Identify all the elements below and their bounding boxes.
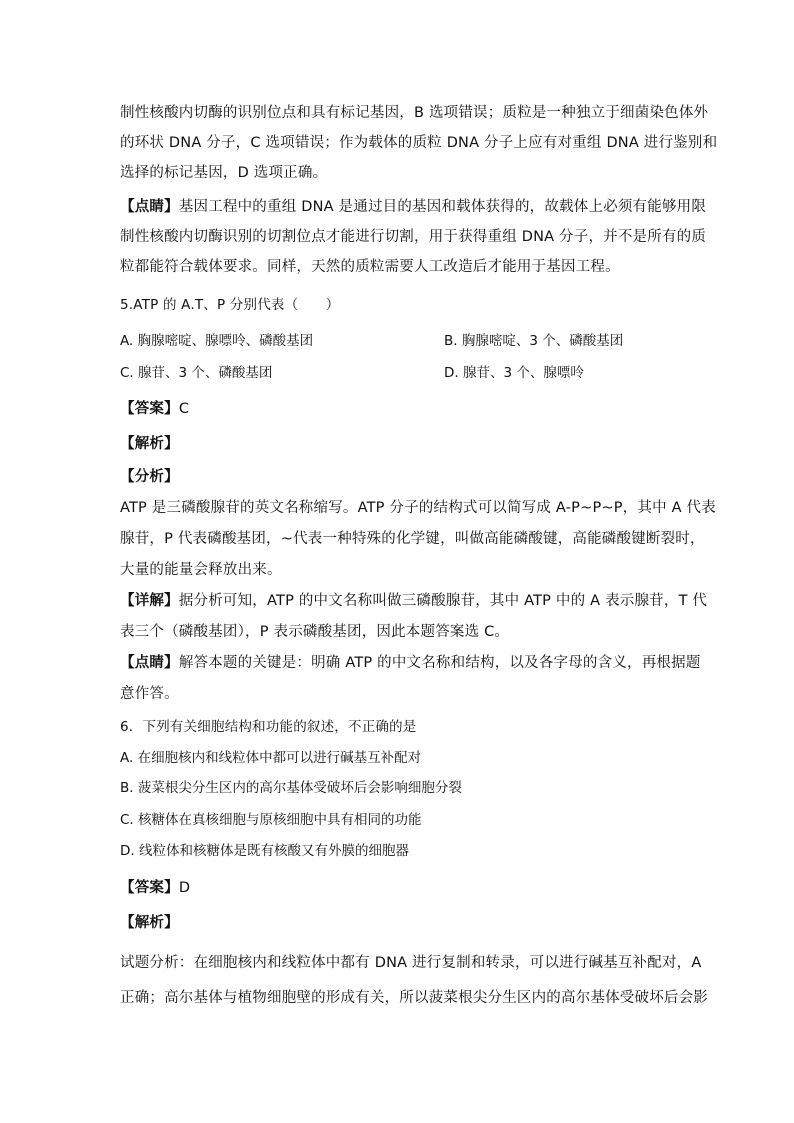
dianjing-label: 【点睛】	[120, 655, 179, 671]
q5-answer	[120, 399, 189, 419]
q5-option-a: A. 胸腺嘧啶、腺嘌呤、磷酸基团	[120, 333, 314, 349]
dianjing-text: 基因工程中的重组 DNA 是通过目的基因和载体获得的，故载体上必须有能够用限	[178, 199, 707, 215]
analysis-line: 试题分析：在细胞核内和线粒体中都有 DNA 进行复制和转录，可以进行碱基互补配对，A	[120, 955, 702, 971]
detail-text: 据分析可知，ATP 的中文名称叫做三磷酸腺苷，其中 ATP 中的 A 表示腺苷，T 代	[178, 593, 708, 609]
jiexi-label: 【解析】	[120, 436, 179, 452]
analysis-line: 大量的能量会释放出来。	[120, 562, 282, 578]
dianjing-label: 【点睛】	[120, 199, 179, 215]
detail-label: 【详解】	[120, 593, 179, 609]
q5-jiexi-label	[120, 434, 179, 454]
analysis-line: 腺苷，P 代表磷酸基团，~代表一种特殊的化学键，叫做高能磷酸键，高能磷酸键断裂时，	[120, 531, 705, 547]
jiexi-label: 【解析】	[120, 915, 179, 931]
question-5-stem: 5.ATP 的 A.T、P 分别代表（ ）	[120, 297, 340, 313]
q6-option-a: A. 在细胞核内和线粒体中都可以进行碱基互补配对	[120, 750, 422, 766]
fenxi-label: 【分析】	[120, 469, 179, 485]
q6-answer	[120, 878, 190, 898]
analysis-line: 正确；高尔基体与植物细胞壁的形成有关，所以菠菜根尖分生区内的高尔基体受破坏后会影	[120, 990, 708, 1006]
dianjing-line: 制性核酸内切酶识别的切割位点才能进行切割，用于获得重组 DNA 分子，并不是所有的质	[120, 229, 707, 245]
q6-option-c: C. 核糖体在真核细胞与原核细胞中具有相同的功能	[120, 812, 422, 828]
dianjing-line	[120, 197, 706, 217]
paragraph-line: 的环状 DNA 分子，C 选项错误；作为载体的质粒 DNA 分子上应有对重组 DNA 进行鉴别和	[120, 135, 718, 151]
dianjing-line: 粒都能符合载体要求。同样，天然的质粒需要人工改造后才能用于基因工程。	[120, 259, 620, 275]
paragraph-line: 选择的标记基因，D 选项正确。	[120, 165, 328, 181]
analysis-line: ATP 是三磷酸腺苷的英文名称缩写。ATP 分子的结构式可以简写成 A-P~P~P，其中 A 代表	[120, 500, 716, 516]
answer-value: D	[178, 880, 191, 896]
dianjing-text: 解答本题的关键是：明确 ATP 的中文名称和结构，以及各字母的含义，再根据题	[178, 655, 701, 671]
q5-option-c: C. 腺苷、3 个、磷酸基团	[120, 365, 273, 381]
q6-option-d: D. 线粒体和核糖体是既有核酸又有外膜的细胞器	[120, 843, 409, 859]
dianjing-line: 意作答。	[120, 686, 179, 702]
question-6-stem: 6．下列有关细胞结构和功能的叙述，不正确的是	[120, 719, 417, 735]
answer-value: C	[178, 401, 190, 417]
q6-option-b: B. 菠菜根尖分生区内的高尔基体受破坏后会影响细胞分裂	[120, 780, 462, 796]
answer-label: 【答案】	[120, 880, 179, 896]
detail-line	[120, 591, 707, 611]
q5-fenxi-label	[120, 467, 179, 487]
q5-option-b: B. 胸腺嘧啶、3 个、磷酸基团	[444, 333, 624, 349]
detail-line: 表三个（磷酸基团），P 表示磷酸基团，因此本题答案选 C。	[120, 624, 510, 640]
dianjing-line	[120, 653, 701, 673]
paragraph-line: 制性核酸内切酶的识别位点和具有标记基因，B 选项错误；质粒是一种独立于细菌染色体外	[120, 105, 709, 121]
q6-jiexi-label	[120, 913, 179, 933]
q5-option-d: D. 腺苷、3 个、腺嘌呤	[444, 365, 584, 381]
answer-label: 【答案】	[120, 401, 179, 417]
